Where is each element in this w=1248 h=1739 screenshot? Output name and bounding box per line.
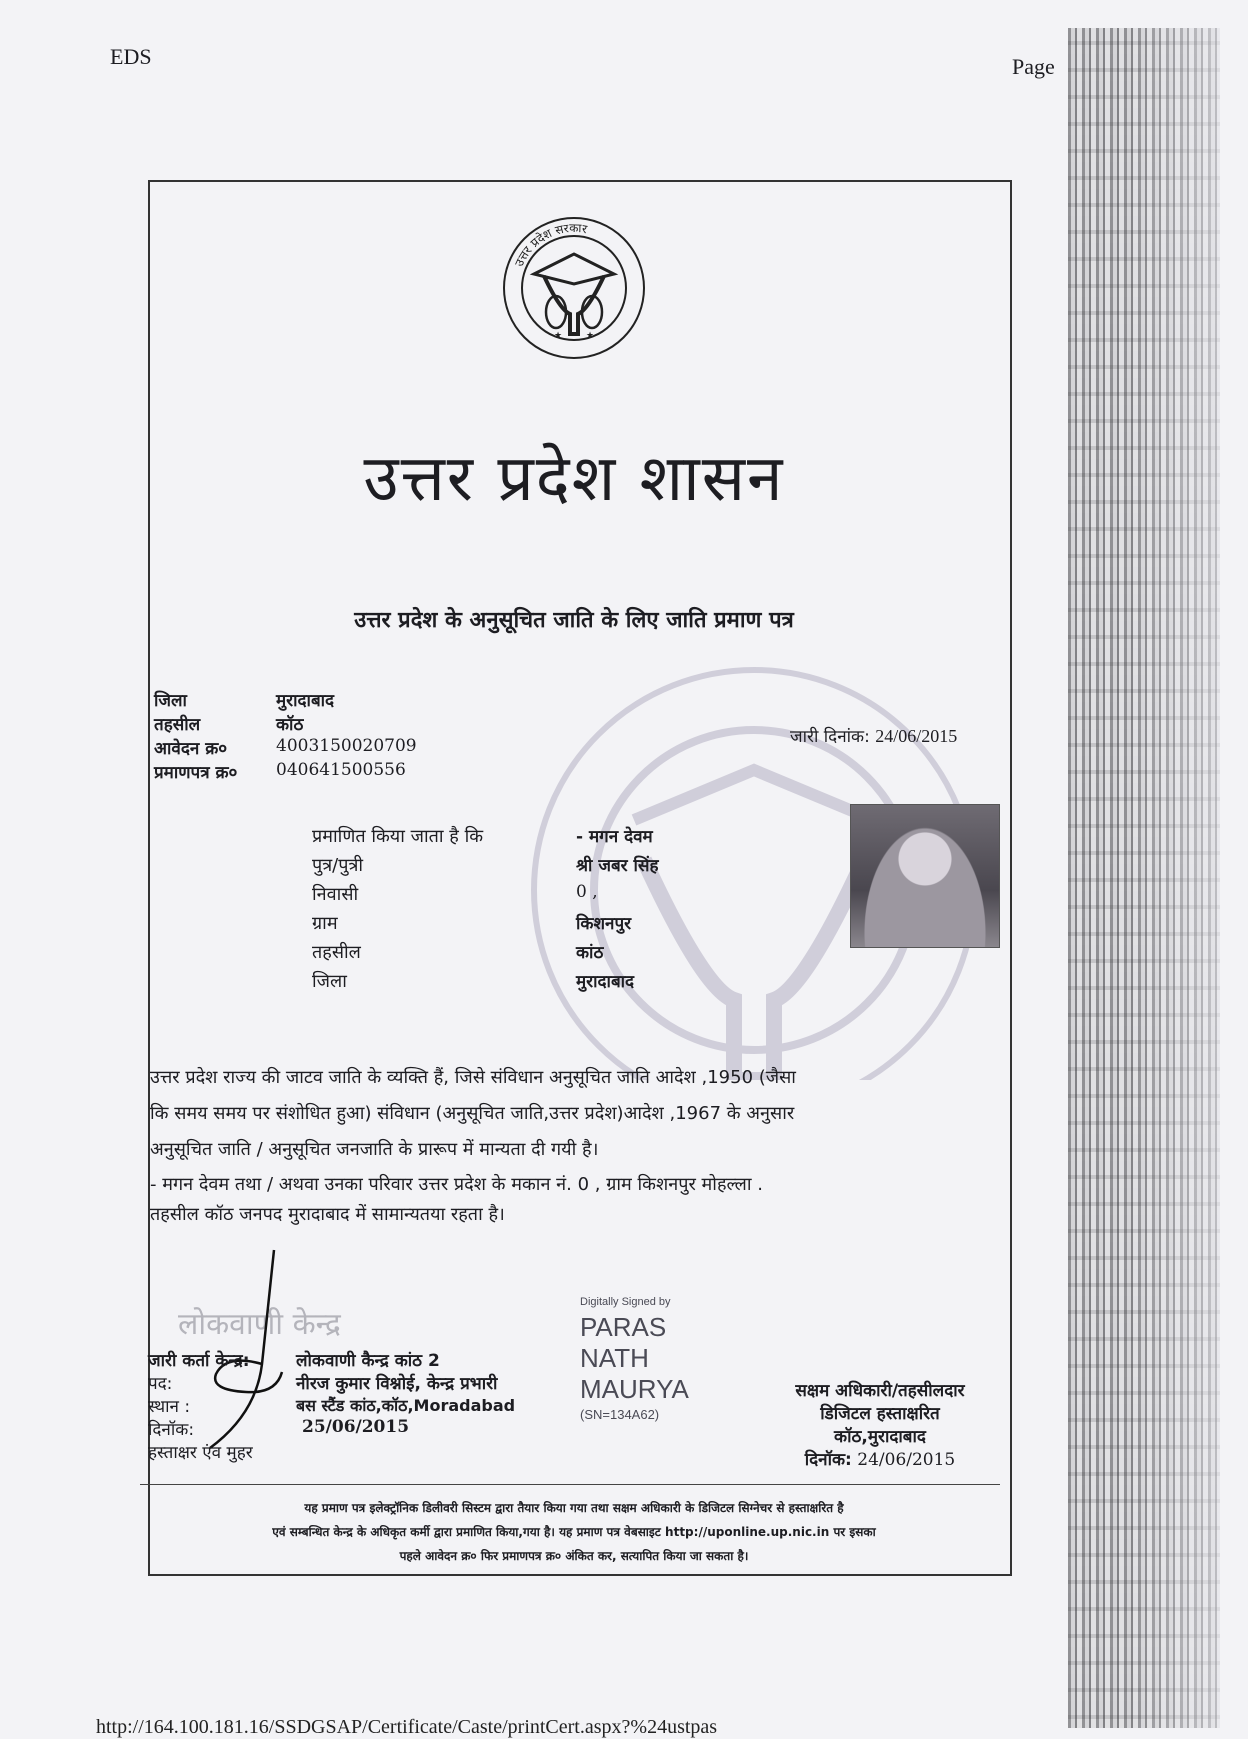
issuer-place-label: स्थान :	[148, 1397, 191, 1417]
person-label: निवासी	[312, 884, 359, 905]
issue-date	[790, 724, 957, 747]
person-label: जिला	[312, 971, 347, 992]
meta-label: तहसील	[154, 715, 201, 735]
issuer-date-value: 25/06/2015	[302, 1417, 410, 1437]
authority-line: सक्षम अधिकारी/तहसीलदार	[795, 1381, 965, 1401]
person-row	[312, 911, 852, 940]
body-line: उत्तर प्रदेश राज्य की जाटव जाति के व्यक्ति हैं, जिसे संविधान अनुसूचित जाति आदेश ,1950 (जैसा	[150, 1067, 796, 1088]
person-value: कांठ	[576, 943, 604, 963]
meta-value: 4003150020709	[276, 736, 417, 756]
body-line: तहसील कॉठ जनपद मुरादाबाद में सामान्यतया रहता है।	[150, 1204, 505, 1225]
person-value: श्री जबर सिंह	[576, 856, 659, 876]
person-row	[312, 882, 852, 911]
meta-row	[154, 760, 454, 784]
issuer-post-value: नीरज कुमार विश्नोई, केन्द्र प्रभारी	[296, 1374, 498, 1394]
issuer-block	[148, 1348, 578, 1463]
person-details	[312, 824, 852, 998]
meta-row	[154, 736, 454, 760]
header-left: EDS	[110, 44, 152, 69]
issuer-sign-label: हस्ताक्षर एंव मुहर	[148, 1443, 253, 1463]
digital-signature	[580, 1296, 689, 1422]
issuer-row	[148, 1348, 578, 1371]
body-line: कि समय समय पर संशोधित हुआ) संविधान (अनुसूचित जाति,उत्तर प्रदेश)आदेश ,1967 के अनुसार	[150, 1103, 795, 1124]
meta-row	[154, 712, 454, 736]
page-title: उत्तर प्रदेश शासन	[363, 442, 785, 516]
authority-date-label: दिनॉक:	[804, 1450, 852, 1470]
certificate-body	[150, 1060, 1000, 1230]
svg-text:★: ★	[586, 331, 595, 341]
digital-sign-name: MAURYA	[580, 1374, 689, 1404]
person-row	[312, 853, 852, 882]
body-line: अनुसूचित जाति / अनुसूचित जनजाति के प्रारूप में मान्यता दी गयी है।	[150, 1139, 599, 1160]
person-value: - मगन देवम	[576, 827, 653, 847]
authority-date-value: 24/06/2015	[857, 1450, 956, 1470]
svg-text:★: ★	[554, 331, 563, 341]
footer-line: यह प्रमाण पत्र इलेक्ट्रॉनिक डिलीवरी सिस्टम द्वारा तैयार किया गया तथा सक्षम अधिकारी के डिजिटल सिग्नेचर से हस्ताक्षरित है	[304, 1501, 844, 1515]
meta-value: 040641500556	[276, 760, 406, 780]
header-right: Page	[1012, 54, 1055, 79]
authority-line: डिजिटल हस्ताक्षरित	[820, 1404, 940, 1424]
issuer-centre-value: लोकवाणी कैन्द्र कांठ 2	[296, 1351, 440, 1371]
svg-text:उत्तर प्रदेश सरकार	[512, 221, 589, 269]
issuer-stamp: लोकवाणी केन्द्र	[178, 1307, 341, 1342]
person-row	[312, 824, 852, 853]
digital-sign-serial: (SN=134A62)	[580, 1407, 660, 1422]
issuer-post-label: पद:	[148, 1374, 173, 1394]
person-label: पुत्र/पुत्री	[312, 855, 364, 876]
body-line: - मगन देवम तथा / अथवा उनका परिवार उत्तर प्रदेश के मकान नं. 0 , ग्राम किशनपुर मोहल्ला .	[150, 1174, 763, 1195]
meta-label: आवेदन क्र०	[154, 739, 228, 759]
person-value: मुरादाबाद	[576, 972, 635, 992]
person-row	[312, 940, 852, 969]
authority-line: कॉठ,मुरादाबाद	[834, 1427, 926, 1447]
person-row	[312, 969, 852, 998]
print-url: http://164.100.181.16/SSDGSAP/Certificate/Caste/printCert.aspx?%24ustpas	[96, 1716, 718, 1738]
up-government-seal	[500, 214, 648, 362]
person-value: 0 ,	[576, 882, 598, 902]
person-label: प्रमाणित किया जाता है कि	[312, 826, 484, 847]
authority-date	[760, 1449, 1000, 1472]
issuer-row	[148, 1394, 578, 1417]
issuer-row	[148, 1371, 578, 1394]
meta-value: मुरादाबाद	[276, 691, 335, 711]
issue-date-value: 24/06/2015	[875, 726, 958, 746]
meta-label: प्रमाणपत्र क्र०	[154, 763, 238, 783]
issue-date-label: जारी दिनांक:	[790, 727, 870, 747]
seal-text: उत्तर प्रदेश सरकार	[511, 220, 589, 269]
meta-label: जिला	[154, 691, 187, 711]
meta-row	[154, 688, 454, 712]
digital-sign-caption: Digitally Signed by	[580, 1296, 671, 1308]
issuer-row	[148, 1417, 578, 1440]
person-value: किशनपुर	[576, 914, 632, 934]
issuer-centre-label: जारी कर्ता केन्द्र:	[148, 1351, 250, 1371]
person-label: ग्राम	[312, 913, 338, 934]
applicant-photo	[850, 804, 1000, 948]
digital-sign-name: NATH	[580, 1343, 649, 1373]
meta-value: कॉठ	[276, 715, 304, 735]
meta-block	[154, 688, 454, 784]
footer-note	[148, 1496, 1000, 1568]
footer-line: पहले आवेदन क्र० फिर प्रमाणपत्र क्र० अंकित कर, सत्यापित किया जा सकता है।	[399, 1549, 749, 1563]
person-label: तहसील	[312, 942, 361, 963]
footer-line: एवं सम्बन्धित केन्द्र के अधिकृत कर्मी द्वारा प्रमाणित किया,गया है। यह प्रमाण पत्र वेबसाइट http://uponline.up.nic.in पर इसका	[272, 1525, 876, 1539]
page-subtitle: उत्तर प्रदेश के अनुसूचित जाति के लिए जाति प्रमाण पत्र	[354, 608, 794, 633]
scan-edge-fade	[1130, 28, 1220, 1728]
issuer-place-value: बस स्टैंड कांठ,कॉठ,Moradabad	[296, 1396, 516, 1415]
issuer-row	[148, 1440, 578, 1463]
authority-block	[760, 1380, 1000, 1472]
digital-sign-name: PARAS	[580, 1312, 667, 1342]
issuer-date-label: दिनॉक:	[148, 1420, 195, 1440]
